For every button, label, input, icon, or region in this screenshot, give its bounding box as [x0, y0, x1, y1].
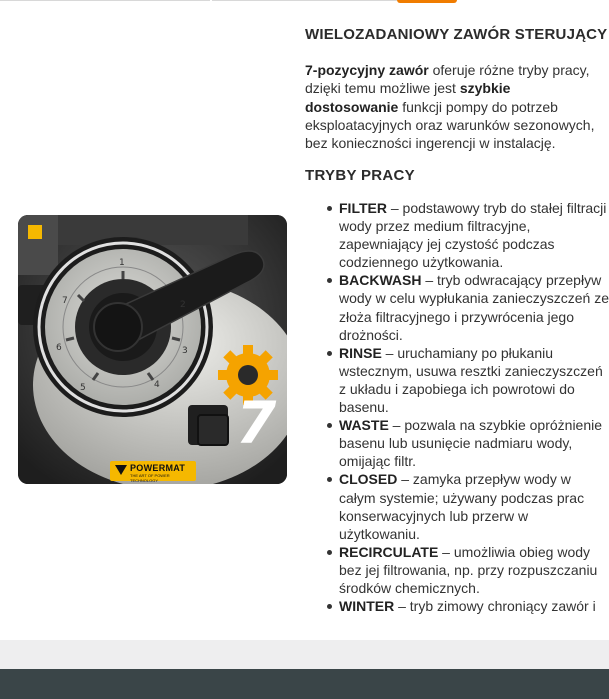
svg-text:3: 3 — [182, 346, 188, 356]
brand-tagline: THE ART OF POWER TECHNOLOGY — [130, 473, 170, 483]
bullet-icon — [327, 351, 332, 356]
badge-number: 7 — [236, 389, 277, 457]
tab-underline — [0, 0, 210, 1]
list-item: CLOSED – zamyka przepływ wody w całym systemie; używany podczas prac konserwacyjnych lub przerw w użytkowaniu. — [305, 470, 609, 542]
bullet-icon — [327, 604, 332, 609]
svg-text:4: 4 — [154, 380, 160, 390]
bullet-icon — [327, 477, 332, 482]
top-tab-bar — [0, 0, 609, 3]
bullet-icon — [327, 278, 332, 283]
footer-bar — [0, 669, 609, 699]
list-item: BACKWASH – tryb odwracający przepływ wody w celu wypłukania zanieczyszczeń ze złoża filtracyjnego i przywrócenia jego drożności. — [305, 271, 609, 343]
section-separator — [0, 640, 609, 669]
bullet-icon — [327, 423, 332, 428]
intro-paragraph: 7-pozycyjny zawór oferuje różne tryby pracy, dzięki temu możliwe jest szybkie dostosowanie funkcji pompy do potrzeb eksploatacyjnych oraz warunków sezonowych, bez konieczności ingerencji w instalację. — [305, 62, 595, 152]
svg-text:2: 2 — [180, 300, 186, 310]
svg-text:1: 1 — [119, 258, 125, 268]
svg-text:6: 6 — [56, 343, 62, 353]
section-title: WIELOZADANIOWY ZAWÓR STERUJĄCY — [305, 26, 608, 43]
bullet-icon — [327, 206, 332, 211]
list-item: WASTE – pozwala na szybkie opróżnienie basenu lub usunięcie nadmiaru wody, omijając filtr. — [305, 416, 609, 470]
svg-text:5: 5 — [80, 383, 86, 393]
product-image-valve — [18, 215, 287, 484]
bullet-icon — [327, 550, 332, 555]
brand-name: POWERMAT — [130, 463, 186, 473]
modes-title: TRYBY PRACY — [305, 167, 415, 184]
modes-list — [305, 199, 609, 615]
svg-text:7: 7 — [62, 296, 68, 306]
brand-mark-icon — [115, 465, 127, 475]
list-item: RINSE – uruchamiany po płukaniu wstecznym, usuwa resztki zanieczyszczeń z układu i zapobiega ich powrotowi do basenu. — [305, 344, 609, 416]
list-item: RECIRCULATE – umożliwia obieg wody bez jej filtrowania, np. przy rozpuszczaniu środków chemicznych. — [305, 543, 609, 597]
valve-illustration — [18, 215, 287, 484]
list-item: FILTER – podstawowy tryb do stałej filtracji wody przez medium filtracyjne, zapewniający jej czystość podczas codziennego użytkowania. — [305, 199, 609, 271]
tab-underline — [212, 0, 397, 1]
active-tab-indicator[interactable] — [397, 0, 457, 3]
list-item: WINTER – tryb zimowy chroniący zawór i — [305, 597, 609, 615]
brand-logo — [110, 461, 196, 481]
